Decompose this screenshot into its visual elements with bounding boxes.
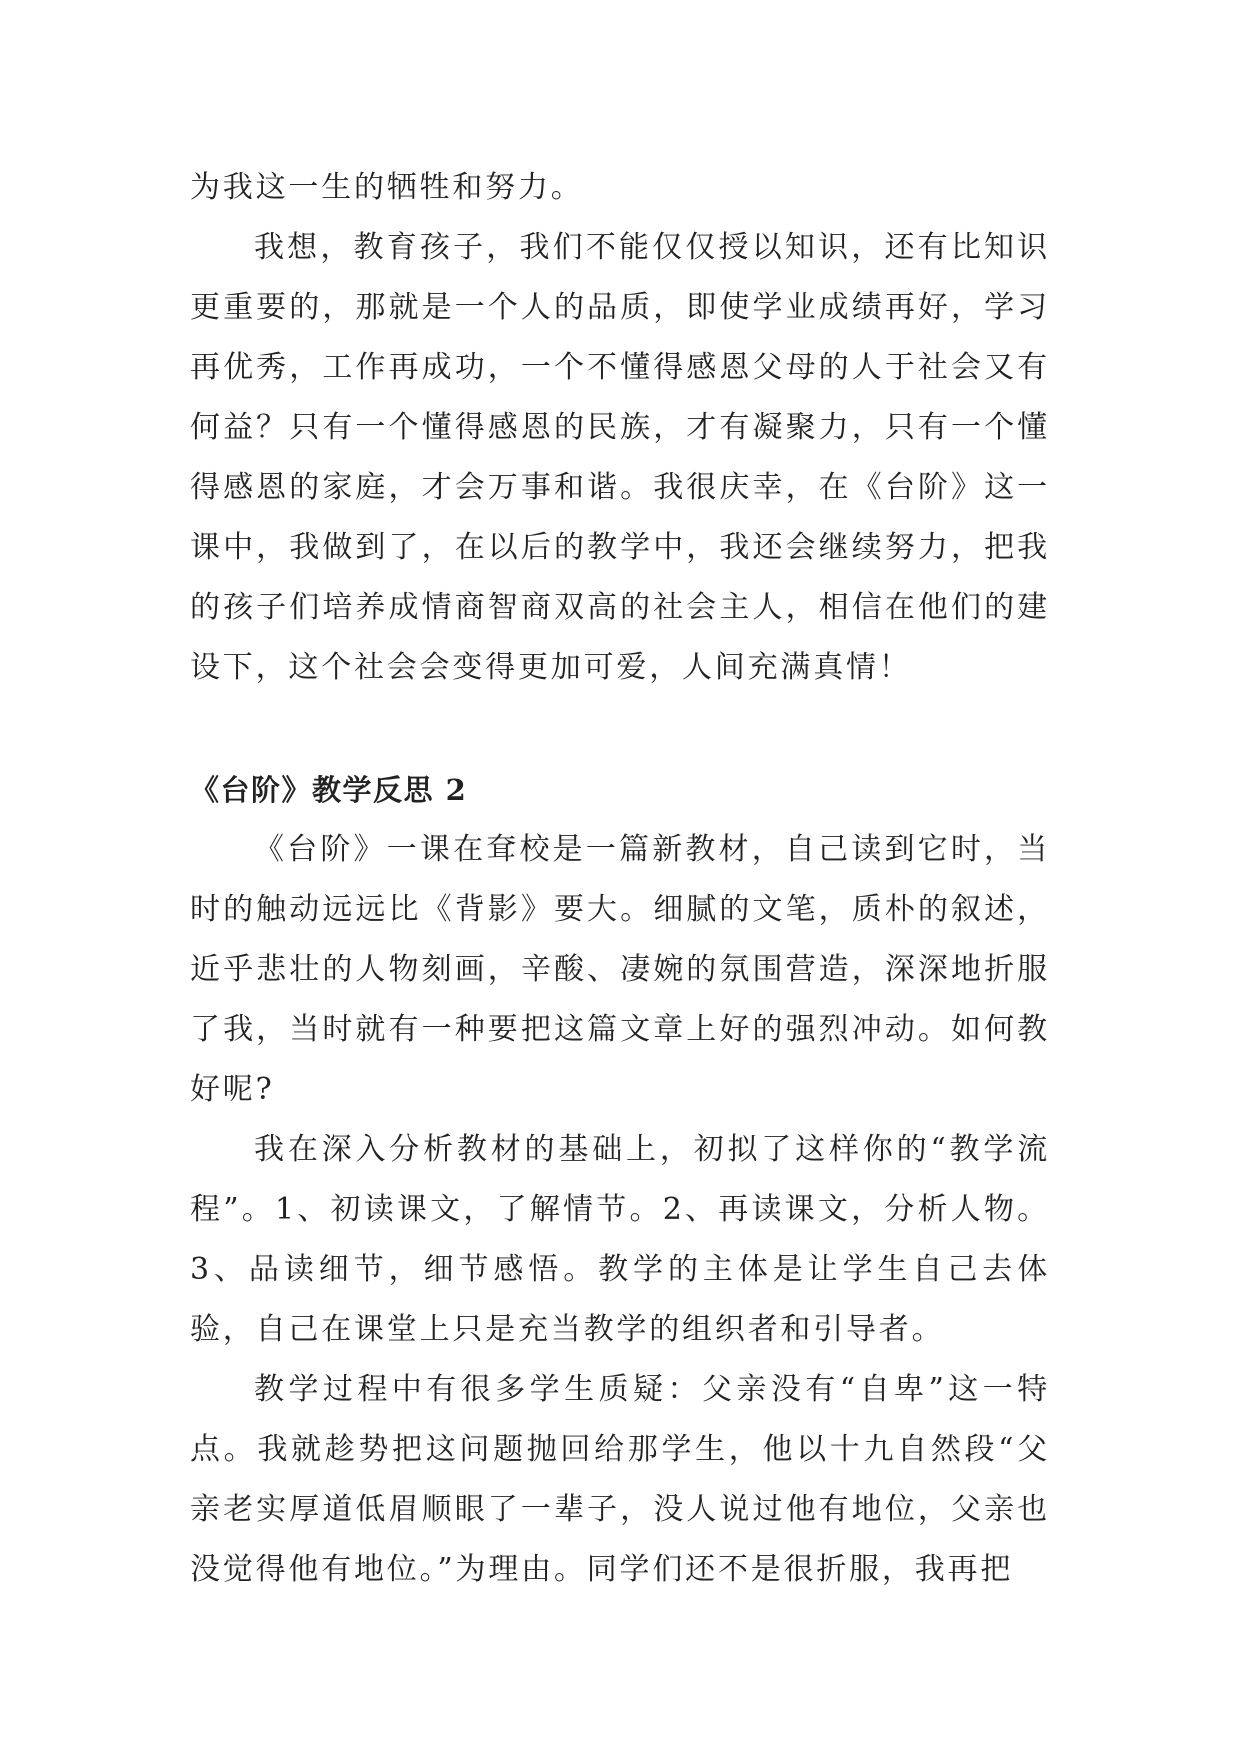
paragraph-continuation: 为我这一生的牺牲和努力。: [190, 170, 584, 205]
section-heading: 《台阶》教学反思 2: [190, 773, 468, 807]
paragraph-teaching-process: 我在深入分析教材的基础上，初拟了这样你的“教学流程”。1、初读课文，了解情节。2、再读课文，分析人物。3、品读细节，细节感悟。教学的主体是让学生自己去体验，自己在课堂上只是充当教学的组织者和引导者。: [190, 1132, 1050, 1347]
paragraph-new-material: 《台阶》一课在耷校是一篇新教材，自己读到它时，当时的触动远远比《背影》要大。细腻的文笔，质朴的叙述，近乎悲壮的人物刻画，辛酸、凄婉的氛围营造，深深地折服了我，当时就有一种要把这篇文章上好的强烈冲动。如何教好呢?: [190, 832, 1050, 1107]
paragraph-student-questions: 教学过程中有很多学生质疑：父亲没有“自卑”这一特点。我就趁势把这问题抛回给那学生，他以十九自然段“父亲老实厚道低眉顺眼了一辈子，没人说过他有地位，父亲也没觉得他有地位。”为理由。同学们还不是很折服，我再把: [190, 1372, 1050, 1587]
document-body: [190, 158, 1050, 1600]
paragraph-education-reflection: 我想，教育孩子，我们不能仅仅授以知识，还有比知识更重要的，那就是一个人的品质，即使学业成绩再好，学习再优秀，工作再成功，一个不懂得感恩父母的人于社会又有何益？只有一个懂得感恩的民族，才有凝聚力，只有一个懂得感恩的家庭，才会万事和谐。我很庆幸，在《台阶》这一课中，我做到了，在以后的教学中，我还会继续努力，把我的孩子们培养成情商智商双高的社会主人，相信在他们的建设下，这个社会会变得更加可爱，人间充满真情！: [190, 230, 1050, 685]
